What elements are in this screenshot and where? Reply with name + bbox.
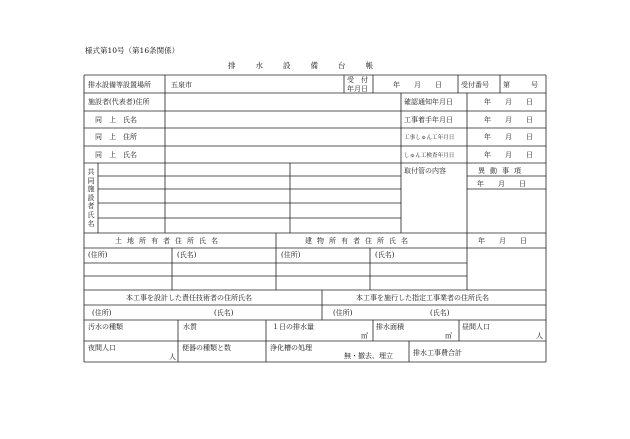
location-value: 五泉市 <box>171 81 192 89</box>
building-owner-name: (氏名) <box>375 251 395 259</box>
designer-label: 本工事を設計した責任技術者の住所氏名 <box>126 294 252 302</box>
building-owner-label: 建物所有者住所氏名 <box>305 237 413 245</box>
received-date: 年 月 日 <box>393 81 442 89</box>
septic-value: 無・撤去、埋立 <box>344 352 393 360</box>
toilet-label: 便器の種類と数 <box>182 344 231 352</box>
received-label-2: 年月日 <box>347 85 368 93</box>
change-date: 年 月 日 <box>477 180 526 188</box>
form-number: 様式第10号（第16条関係） <box>85 46 180 55</box>
day-population-label: 昼間人口 <box>462 323 490 331</box>
receipt-no-value: 第 号 <box>503 81 538 89</box>
same-address-label: 同 上 住所 <box>95 133 137 141</box>
land-owner-name: (氏名) <box>177 251 197 259</box>
inspection-date-value: 年 月 日 <box>484 151 533 159</box>
water-quality-label: 水質 <box>183 323 197 331</box>
receipt-no-label: 受付番号 <box>461 81 489 89</box>
owner-date: 年 月 日 <box>478 237 527 245</box>
applicant-address-label: 施設者(代表者)住所 <box>88 98 150 106</box>
co-applicant-label: 共同施設者氏名 <box>87 168 95 228</box>
same-name-label: 同 上 氏名 <box>95 116 137 124</box>
contractor-name: (氏名) <box>430 309 450 317</box>
change-items-label: 異動事項 <box>478 167 526 175</box>
designer-address: (住所) <box>92 309 112 317</box>
building-owner-address: (住所) <box>281 251 301 259</box>
page-title: 排水設備台帳 <box>228 61 393 70</box>
completion-date-value: 年 月 日 <box>484 133 533 141</box>
location-label: 排水設備等設置場所 <box>88 81 151 89</box>
drain-area-unit: ㎡ <box>445 332 452 340</box>
inspection-date-label: しゅん工検査年月日 <box>404 153 455 159</box>
land-owner-address: (住所) <box>88 251 108 259</box>
contractor-label: 本工事を施行した指定工事業者の住所氏名 <box>356 294 489 302</box>
drain-area-label: 排水面積 <box>376 323 404 331</box>
pipe-content-label: 取付管の内容 <box>404 167 446 175</box>
confirm-date-label: 確認通知年月日 <box>404 98 453 106</box>
septic-label: 浄化槽の処理 <box>270 344 312 352</box>
daily-volume-unit: ㎥ <box>361 332 368 340</box>
land-owner-label: 土地所有者住所氏名 <box>115 237 223 245</box>
start-date-label: 工事着手年月日 <box>404 116 453 124</box>
total-cost-label: 排水工事費合計 <box>413 349 462 357</box>
same-name-label-2: 同 上 氏名 <box>95 151 137 159</box>
night-population-unit: 人 <box>169 353 176 361</box>
sewage-type-label: 汚水の種類 <box>88 323 123 331</box>
received-label-1: 受 付 <box>347 76 368 84</box>
night-population-label: 夜間人口 <box>88 344 116 352</box>
confirm-date-value: 年 月 日 <box>484 98 533 106</box>
daily-volume-label: １日の排水量 <box>272 323 314 331</box>
contractor-address: (住所) <box>333 309 353 317</box>
completion-date-label: 工事しゅん工年月日 <box>404 135 455 141</box>
day-population-unit: 人 <box>536 332 543 340</box>
designer-name: (氏名) <box>214 309 234 317</box>
start-date-value: 年 月 日 <box>484 116 533 124</box>
